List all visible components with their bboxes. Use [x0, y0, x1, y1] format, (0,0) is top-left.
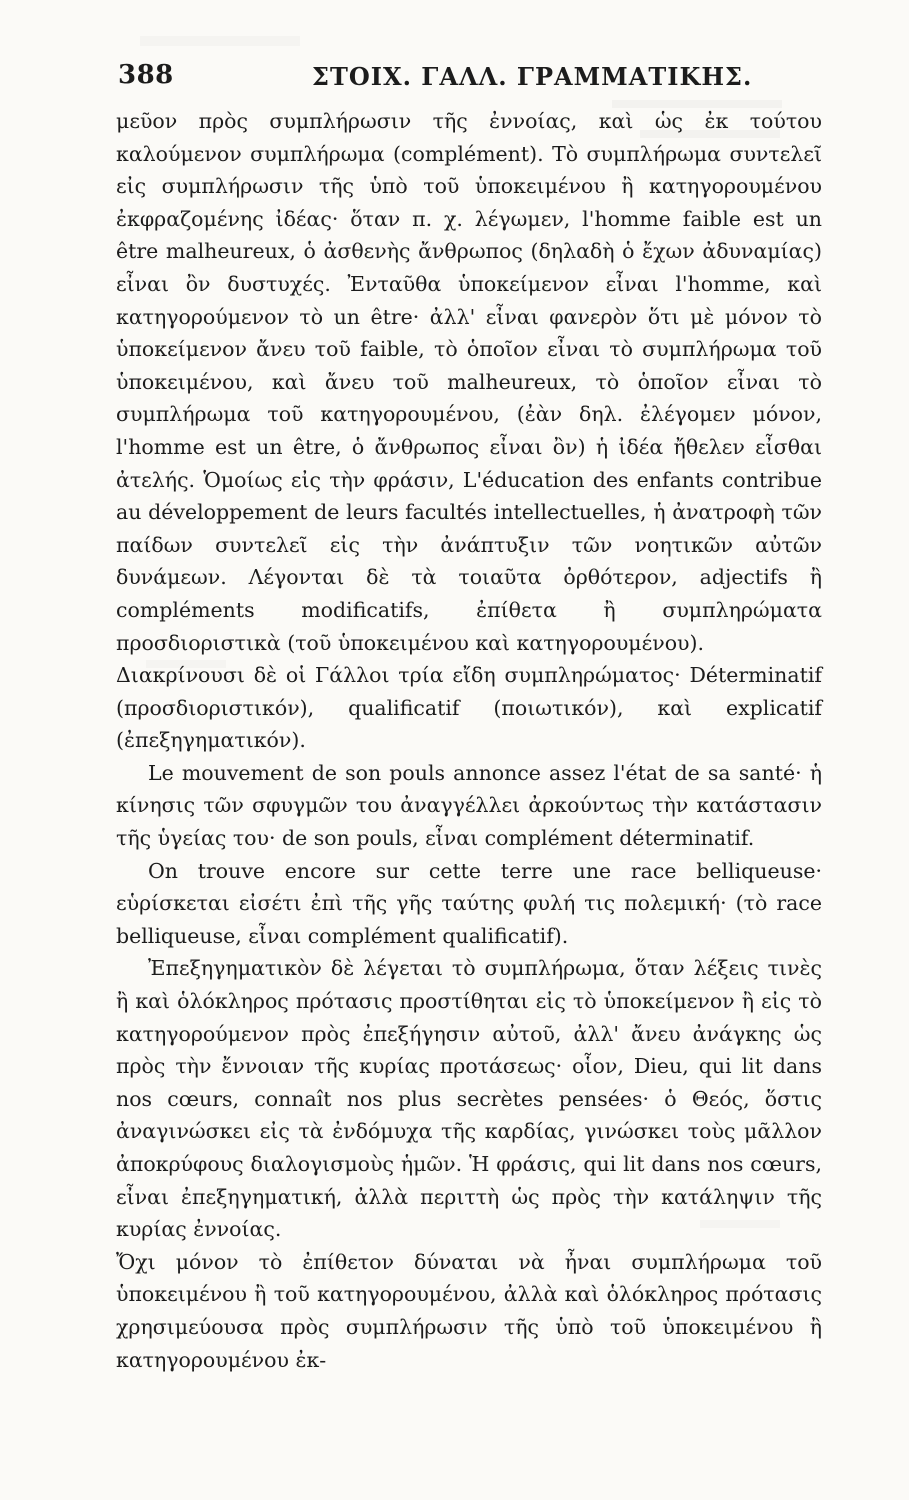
paragraph-example-determinatif: Le mouvement de son pouls annonce assez l'état de sa santé· ἡ κίνησις τῶν σφυγμῶν του ἀναγγέλλει ἀρκούντως τὴν κατάστασιν τῆς ὑγείας του· de son pouls, εἶναι complément déterminatif.	[116, 760, 822, 851]
page-number: 388	[118, 60, 174, 90]
paragraph-example-qualificatif: On trouve encore sur cette terre une race belliqueuse· εὑρίσκεται εἰσέτι ἐπὶ τῆς γῆς ταύτης φυλή τις πολεμική· (τὸ race belliqueuse, εἶναι complément qualificatif).	[116, 858, 822, 948]
paragraph-whole-clause: Ὄχι μόνον τὸ ἐπίθετον δύναται νὰ ἦναι συμπλήρωμα τοῦ ὑποκειμένου ἢ τοῦ κατηγορουμένου, ἀλλὰ καὶ ὁλόκληρος πρότασις χρησιμεύουσα πρὸς συμπλήρωσιν τῆς ὑπὸ τοῦ ὑποκειμένου ἢ κατηγορουμένου ἐκ-	[116, 1249, 822, 1372]
running-header	[0, 52, 909, 104]
text-body	[116, 105, 822, 1376]
paragraph-explicatif: Ἐπεξηγηματικὸν δὲ λέγεται τὸ συμπλήρωμα, ὅταν λέξεις τινὲς ἢ καὶ ὁλόκληρος πρότασις προστίθηται εἰς τὸ ὑποκείμενον ἢ εἰς τὸ κατηγορούμενον πρὸς ἐπεξήγησιν αὐτοῦ, ἀλλ' ἄνευ ἀνάγκης ὡς πρὸς τὴν ἔννοιαν τῆς κυρίας προτάσεως· οἷον, Dieu, qui lit dans nos cœurs, connaît nos plus secrètes pensées· ὁ Θεός, ὅστις ἀναγινώσκει εἰς τὰ ἐνδόμυχα τῆς καρδίας, γινώσκει τοὺς μᾶλλον ἀποκρύφους διαλογισμοὺς ἡμῶν. Ἡ φράσις, qui lit dans nos cœurs, εἶναι ἐπεξηγηματική, ἀλλὰ περιττὴ ὡς πρὸς τὴν κατάληψιν τῆς κυρίας ἐννοίας.	[116, 956, 822, 1242]
running-title: ΣΤΟΙΧ. ΓΑΛΛ. ΓΡΑΜΜΑΤΙΚΗΣ.	[312, 62, 753, 91]
paragraph-complement-intro: μεῦον πρὸς συμπλήρωσιν τῆς ἐννοίας, καὶ ὡς ἐκ τούτου καλούμενον συμπλήρωμα (complément). Τὸ συμπλήρωμα συντελεῖ εἰς συμπλήρωσιν τῆς ὑπὸ τοῦ ὑποκειμένου ἢ κατηγορουμένου ἐκφραζομένης ἰδέας· ὅταν π. χ. λέγωμεν, l'homme faible est un être malheureux, ὁ ἀσθενὴς ἄνθρωπος (δηλαδὴ ὁ ἔχων ἀδυναμίας) εἶναι ὂν δυστυχές. Ἐνταῦθα ὑποκείμενον εἶναι l'homme, καὶ κατηγορούμενον τὸ un être· ἀλλ' εἶναι φανερὸν ὅτι μὲ μόνον τὸ ὑποκείμενον ἄνευ τοῦ faible, τὸ ὁποῖον εἶναι τὸ συμπλήρωμα τοῦ ὑποκειμένου, καὶ ἄνευ τοῦ malheureux, τὸ ὁποῖον εἶναι τὸ συμπλήρωμα τοῦ κατηγορουμένου, (ἐὰν δηλ. ἐλέγομεν μόνον, l'homme est un être, ὁ ἄνθρωπος εἶναι ὂν) ἡ ἰδέα ἤθελεν εἶσθαι ἀτελής. Ὁμοίως εἰς τὴν φράσιν, L'éducation des enfants contribue au développement de leurs facultés intellectuelles, ἡ ἀνατροφὴ τῶν παίδων συντελεῖ εἰς τὴν ἀνάπτυξιν τῶν νοητικῶν αὐτῶν δυνάμεων. Λέγονται δὲ τὰ τοιαῦτα ὀρθότερον, adjectifs ἢ compléments modificatifs, ἐπίθετα ἢ συμπληρώματα προσδιοριστικὰ (τοῦ ὑποκειμένου καὶ κατηγορουμένου).	[116, 109, 822, 655]
paragraph-french-kinds: Διακρίνουσι δὲ οἱ Γάλλοι τρία εἴδη συμπληρώματος· Déterminatif (προσδιοριστικόν), qualificatif (ποιωτικόν), καὶ explicatif (ἐπεξηγηματικόν).	[116, 663, 822, 753]
